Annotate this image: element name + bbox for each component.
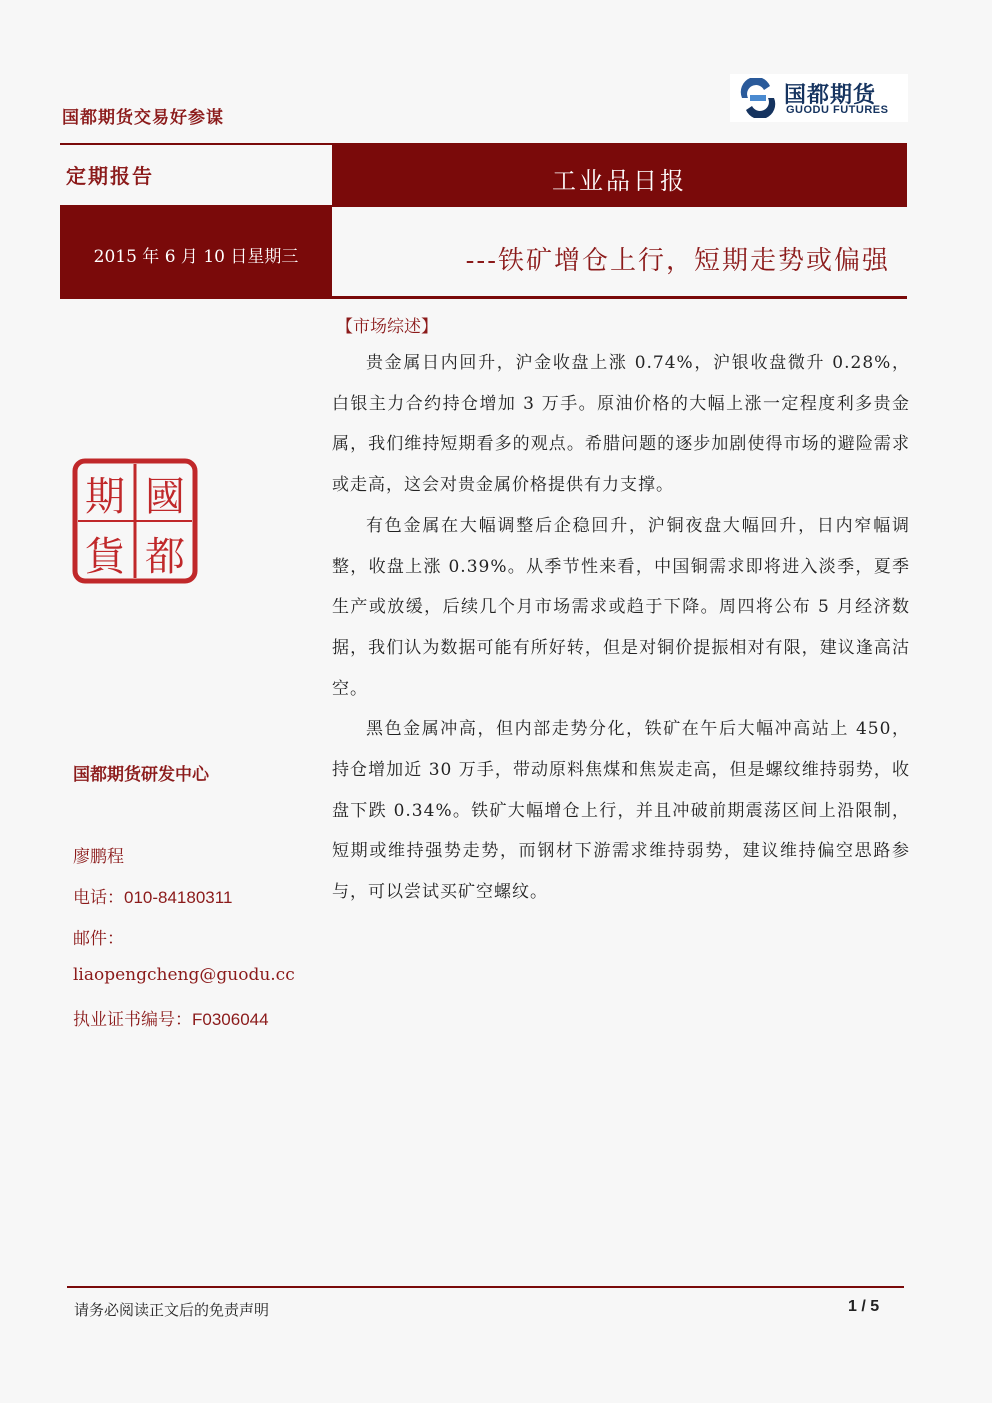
page-number: 1 / 5 bbox=[848, 1298, 880, 1315]
article-body bbox=[332, 343, 910, 913]
date-band bbox=[60, 205, 332, 298]
license-number: F0306044 bbox=[192, 1010, 269, 1029]
guodu-logo bbox=[730, 74, 908, 122]
phone-label: 电话： bbox=[73, 888, 124, 908]
seal-stamp-icon bbox=[72, 458, 198, 584]
logo-english-text: GUODU FUTURES bbox=[786, 104, 889, 116]
phone-row bbox=[73, 883, 232, 908]
footer-disclaimer: 请务必阅读正文后的免责声明 bbox=[74, 1301, 270, 1319]
section-title: 【市场综述】 bbox=[336, 317, 438, 337]
phone-number: 010-84180311 bbox=[124, 888, 233, 907]
license-label: 执业证书编号： bbox=[73, 1010, 192, 1030]
report-title: 工业品日报 bbox=[552, 167, 687, 195]
email-address[interactable]: liaopengcheng@guodu.cc bbox=[73, 965, 295, 985]
logo-chinese-text: 国都期货 bbox=[784, 83, 877, 108]
svg-text:國: 國 bbox=[145, 474, 185, 520]
svg-text:都: 都 bbox=[145, 534, 185, 580]
paragraph-ferrous-metals: 黑色金属冲高，但内部走势分化，铁矿在午后大幅冲高站上 450，持仓增加近 30 万手，带动原料焦煤和焦炭走高，但是螺纹维持弱势，收盘下跌 0.34%。铁矿大幅增仓上行，并且冲破前期震荡区间上沿限制，短期或维持强势走势，而钢材下游需求维持弱势，建议维持偏空思路参与，可以尝试买矿空螺纹。 bbox=[332, 719, 910, 903]
footer-rule bbox=[67, 1286, 904, 1288]
header-rule bbox=[60, 143, 332, 145]
report-title-band bbox=[332, 143, 907, 205]
guodu-logo-icon bbox=[736, 78, 780, 118]
license-row bbox=[73, 1005, 269, 1030]
email-label: 邮件： bbox=[73, 929, 124, 949]
report-date: 2015 年 6 月 10 日星期三 bbox=[93, 247, 299, 267]
report-type: 定期报告 bbox=[66, 164, 154, 188]
paragraph-precious-metals: 贵金属日内回升，沪金收盘上涨 0.74%，沪银收盘微升 0.28%，白银主力合约持仓增加 3 万手。原油价格的大幅上涨一定程度利多贵金属，我们维持短期看多的观点。希腊问题的逐步加剧使得市场的避险需求或走高，这会对贵金属价格提供有力支撑。 bbox=[332, 353, 910, 496]
company-seal bbox=[72, 458, 198, 584]
header-tagline: 国都期货交易好参谋 bbox=[62, 108, 224, 128]
svg-text:期: 期 bbox=[85, 474, 125, 520]
header-bottom-rule bbox=[60, 296, 907, 299]
research-center: 国都期货研发中心 bbox=[73, 765, 209, 785]
paragraph-nonferrous-metals: 有色金属在大幅调整后企稳回升，沪铜夜盘大幅回升，日内窄幅调整，收盘上涨 0.39%。从季节性来看，中国铜需求即将进入淡季，夏季生产或放缓，后续几个月市场需求或趋于下降。周四将公布 5 月经济数据，我们认为数据可能有所好转，但是对铜价提振相对有限，建议逢高沽空。 bbox=[332, 515, 910, 699]
svg-text:貨: 貨 bbox=[85, 534, 125, 580]
analyst-name: 廖鹏程 bbox=[73, 847, 124, 867]
report-subtitle: ---铁矿增仓上行，短期走势或偏强 bbox=[465, 246, 890, 276]
